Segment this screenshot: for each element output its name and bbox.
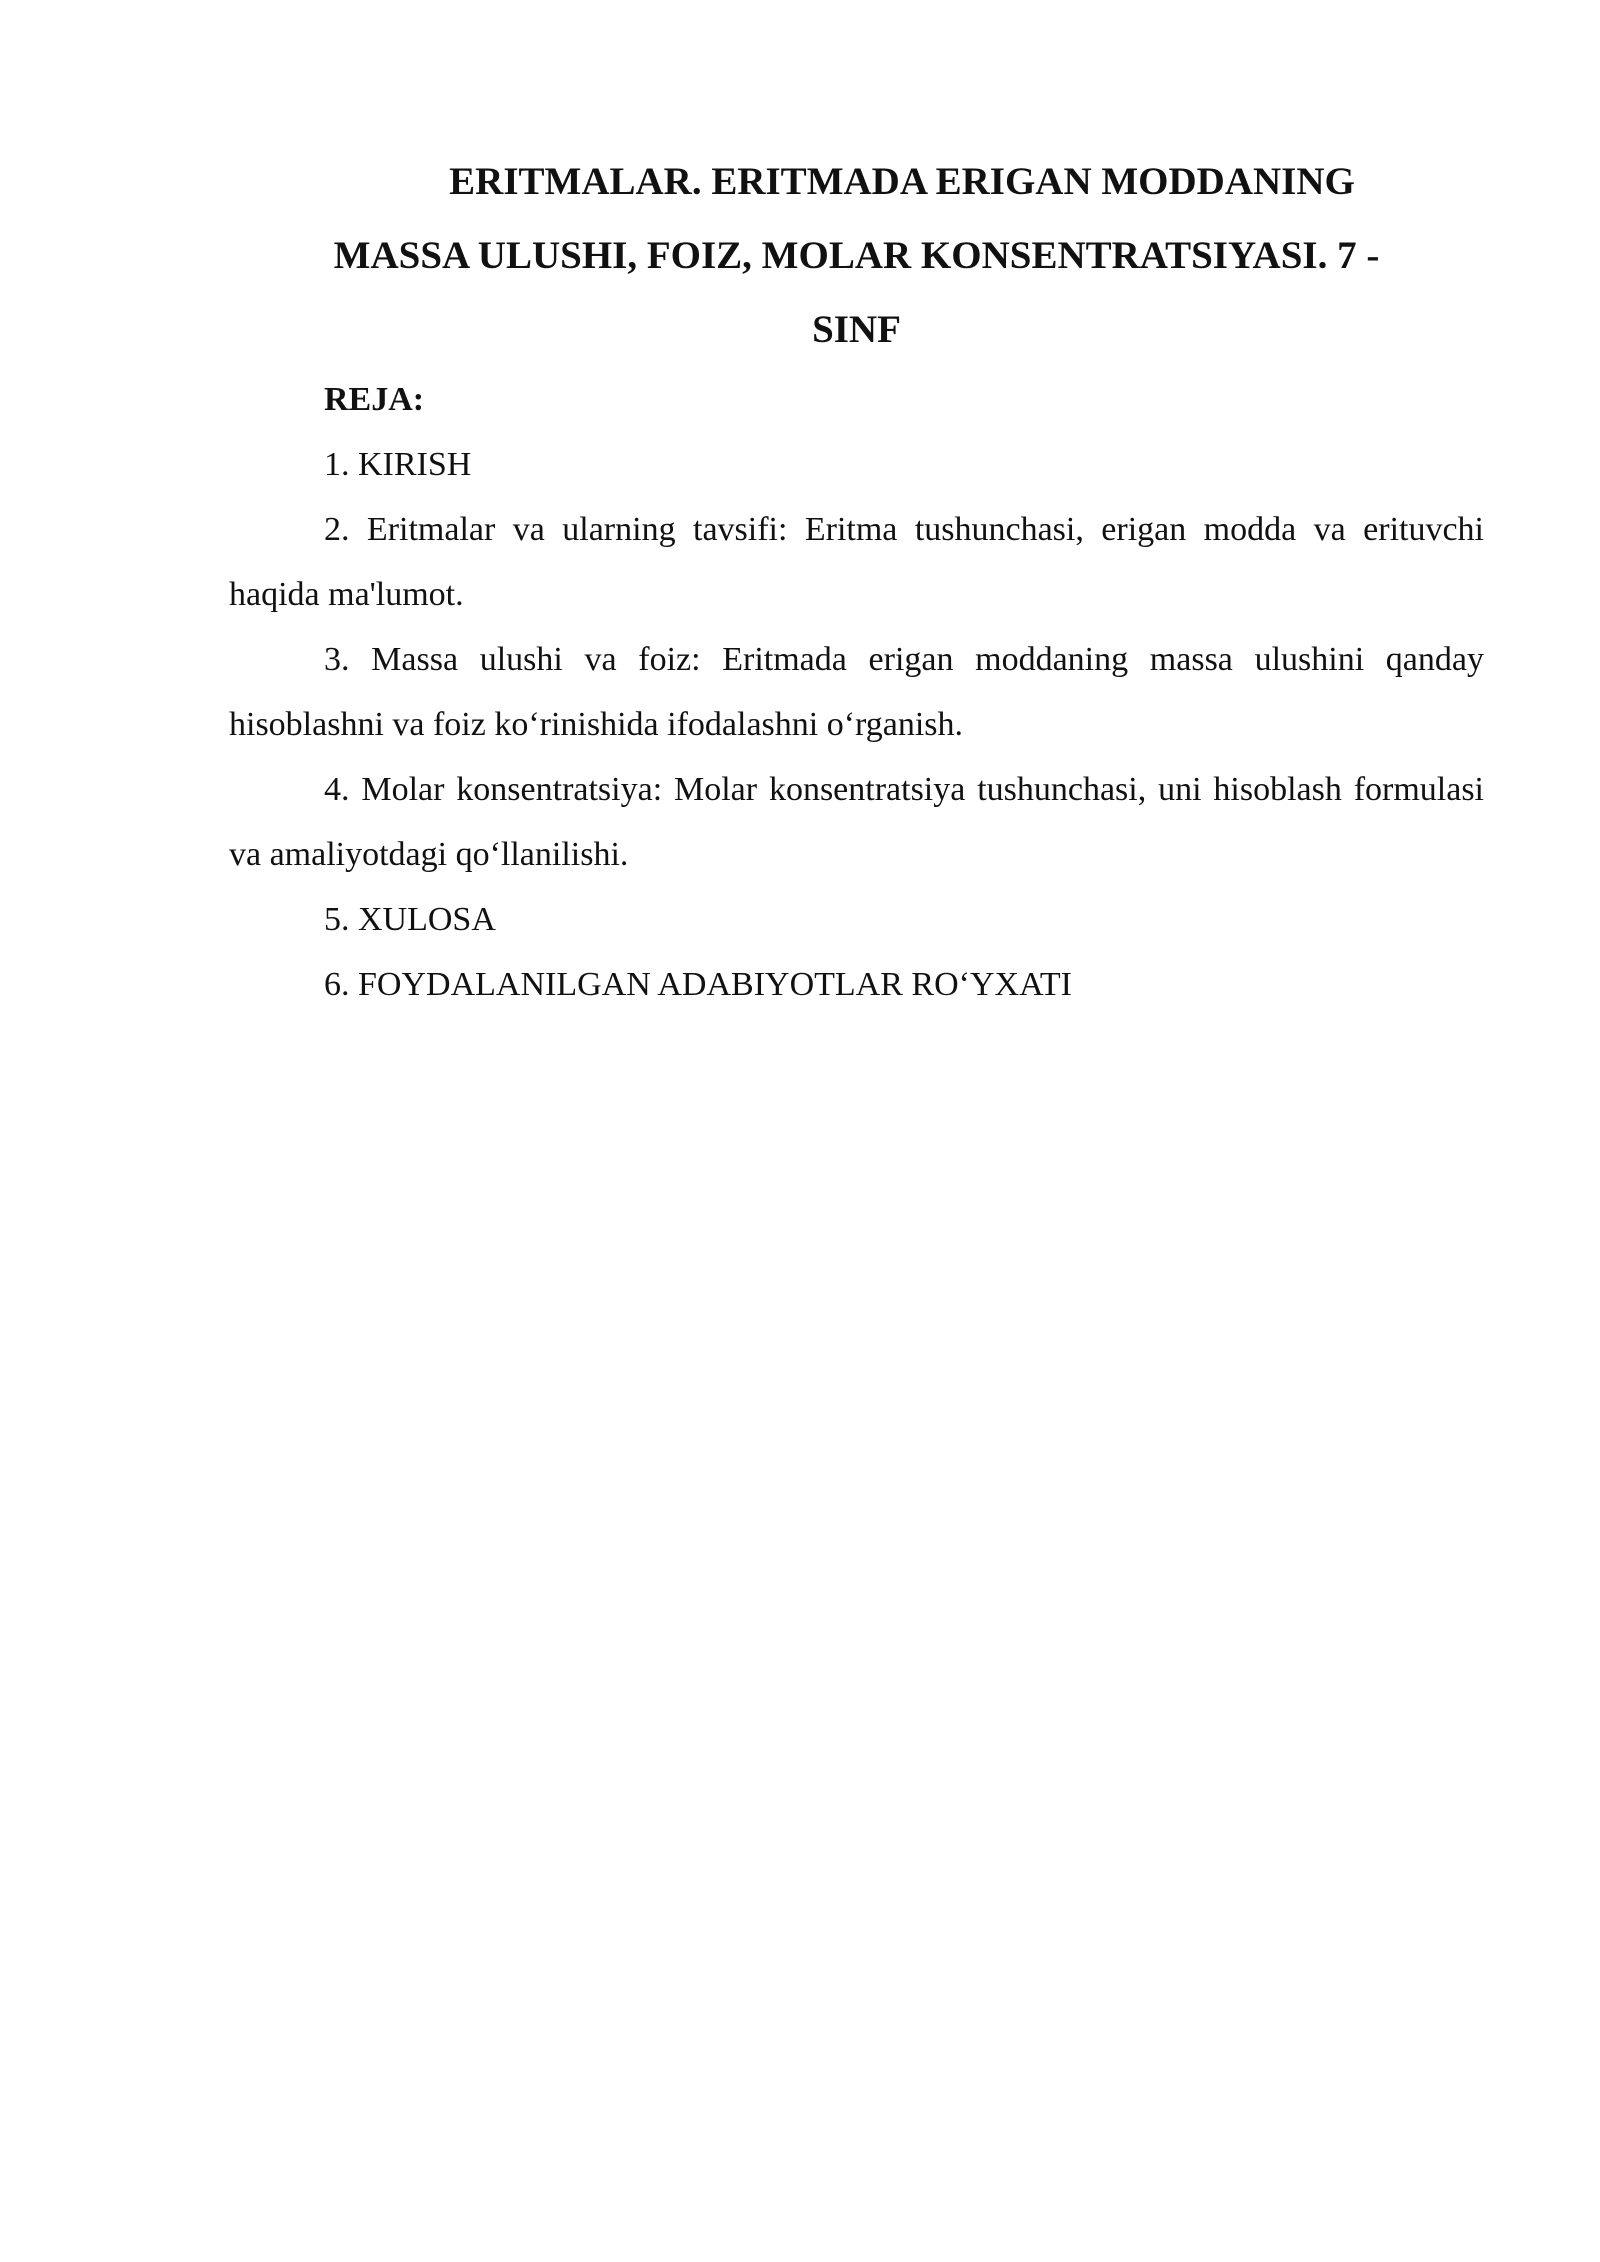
document-content xyxy=(229,145,1484,1017)
title-line-2: MASSA ULUSHI, FOIZ, MOLAR KONSENTRATSIYASI. 7 - xyxy=(333,234,1380,277)
plan-item-3: 3. Massa ulushi va foiz: Eritmada erigan moddaning massa ulushini qanday hisoblashni va foiz ko‘rinishida ifodalashni o‘rganish. xyxy=(229,641,1484,743)
plan-heading: REJA: xyxy=(324,381,425,418)
plan-item-6: 6. FOYDALANILGAN ADABIYOTLAR RO‘YXATI xyxy=(324,966,1072,1003)
plan-item-2: 2. Eritmalar va ularning tavsifi: Eritma tushunchasi, erigan modda va erituvchi haqida ma'lumot. xyxy=(229,511,1484,613)
title-line-3: SINF xyxy=(812,308,901,351)
plan-item-1: 1. KIRISH xyxy=(324,446,472,483)
document-title xyxy=(229,145,1484,367)
title-line-1: ERITMALAR. ERITMADA ERIGAN MODDANING xyxy=(449,160,1355,203)
plan-item-4: 4. Molar konsentratsiya: Molar konsentratsiya tushunchasi, uni hisoblash formulasi va amaliyotdagi qo‘llanilishi. xyxy=(229,771,1484,873)
plan-item-5: 5. XULOSA xyxy=(324,901,496,938)
